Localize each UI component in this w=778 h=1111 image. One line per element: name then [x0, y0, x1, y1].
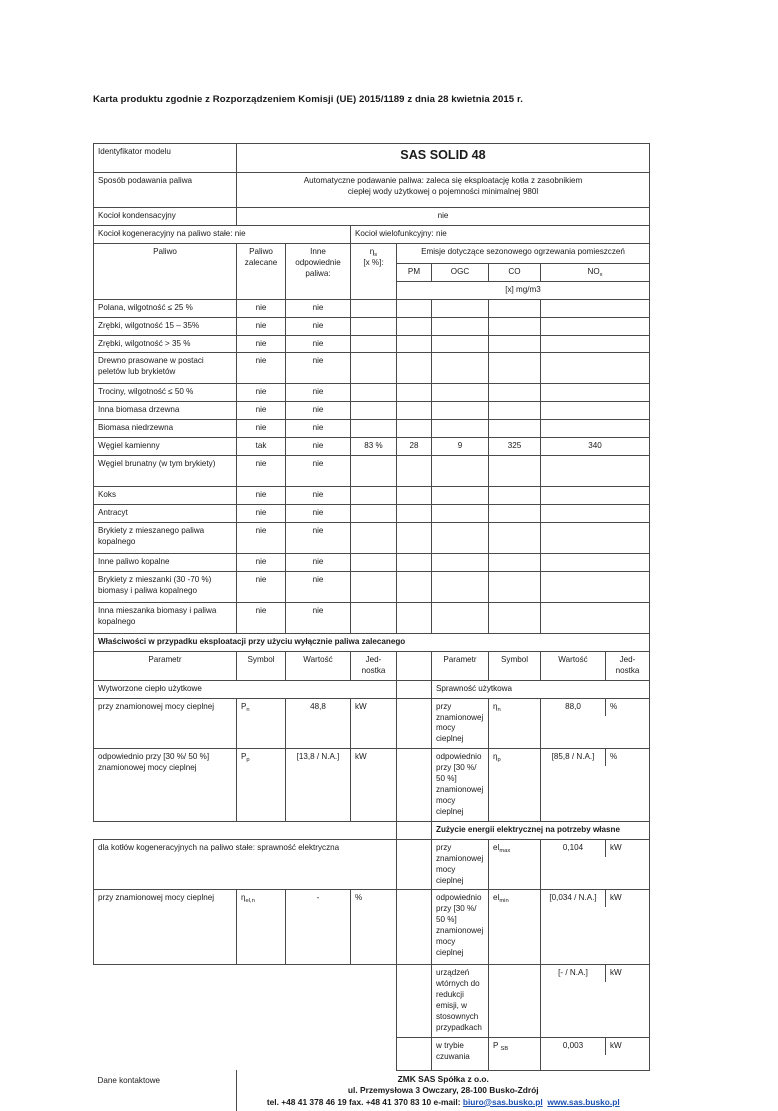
fuel-other-suitable: nie [286, 335, 351, 353]
right-value-partload: [85,8 / N.A.] [551, 752, 595, 762]
right-unit-secondary: kW [606, 965, 650, 982]
fuel-name: Zrębki, wilgotność > 35 % [94, 335, 237, 353]
spacer-cell-partload [397, 749, 432, 822]
fuel-pm [397, 505, 432, 523]
left-value-partload: [13,8 / N.A.] [286, 749, 351, 822]
fuel-table-row [94, 402, 650, 420]
fuel-other-suitable: nie [286, 299, 351, 317]
fuel-co [489, 553, 541, 571]
fuel-name: Inne paliwo kopalne [94, 553, 237, 571]
eta-unit: [x %]: [363, 257, 384, 267]
fuel-table-row [94, 317, 650, 335]
spacer-cell-nominal [397, 698, 432, 749]
fuel-ogc [432, 571, 489, 602]
right-value-unit-partload [541, 749, 650, 822]
fuel-ogc [432, 553, 489, 571]
fuel-recommended: nie [237, 353, 286, 384]
fuel-name: Koks [94, 487, 237, 505]
left-param-eleff: przy znamionowej mocy cieplnej [94, 890, 237, 965]
fuel-other-suitable: nie [286, 522, 351, 553]
fuel-ogc [432, 299, 489, 317]
right-value-unit-header [541, 651, 650, 680]
right-param-elmin: odpowiednio przy [30 %/ 50 %] znamionowej mocy cieplnej [432, 890, 489, 965]
fuel-recommended: nie [237, 402, 286, 420]
fuel-recommended: nie [237, 456, 286, 487]
fuel-recommended: nie [237, 553, 286, 571]
left-symbol-nominal: $P_n$ [237, 698, 286, 749]
fuel-table-row [94, 438, 650, 456]
fuel-nox [541, 299, 650, 317]
right-group-1-label: Sprawność użytkowa [432, 680, 650, 698]
fuel-ogc [432, 487, 489, 505]
fuel-other-suitable: nie [286, 384, 351, 402]
fuel-other-suitable: nie [286, 420, 351, 438]
left-value-eleff: - [286, 890, 351, 965]
fuel-recommended: nie [237, 487, 286, 505]
fuel-pm [397, 353, 432, 384]
left-symbol-header: Symbol [237, 651, 286, 680]
left-unit-header [351, 651, 397, 680]
left-unit-header-line1: Jed- [365, 654, 382, 664]
fuel-nox [541, 335, 650, 353]
left-unit-partload: kW [351, 749, 397, 822]
right-value-secondary: [- / N.A.] [558, 968, 588, 978]
fuel-ogc [432, 384, 489, 402]
fuel-co [489, 317, 541, 335]
fuel-ogc [432, 602, 489, 633]
fuel-name: Polana, wilgotność ≤ 25 % [94, 299, 237, 317]
emissions-group-header: Emisje dotyczące sezonowego ogrzewania pomieszczeń [397, 243, 650, 263]
fuel-other-suitable: nie [286, 456, 351, 487]
right-unit-standby: kW [606, 1038, 650, 1055]
eta-col-header [351, 243, 397, 299]
left-param-nominal: przy znamionowej mocy cieplnej [94, 698, 237, 749]
recommended-fuel-col-header: Paliwo zalecane [237, 243, 286, 299]
fuel-name: Inna biomasa drzewna [94, 402, 237, 420]
fuel-eta [351, 602, 397, 633]
fuel-col-header: Paliwo [94, 243, 237, 299]
fuel-name: Trociny, wilgotność ≤ 50 % [94, 384, 237, 402]
other-fuel-col-header: Inne odpowiednie paliwa: [286, 243, 351, 299]
fuel-ogc [432, 317, 489, 335]
right-unit-header-line1: Jed- [619, 654, 636, 664]
row-cogeneration-multifunction [94, 225, 650, 243]
right-value-unit-elmax [541, 839, 650, 890]
fuel-name: Zrębki, wilgotność 15 – 35% [94, 317, 237, 335]
fuel-ogc [432, 420, 489, 438]
fuel-nox [541, 456, 650, 487]
fuel-eta [351, 571, 397, 602]
left-unit-eleff: % [351, 890, 397, 965]
fuel-table-row [94, 420, 650, 438]
fuel-other-suitable: nie [286, 402, 351, 420]
fuel-nox [541, 522, 650, 553]
fuel-name: Węgiel brunatny (w tym brykiety) [94, 456, 237, 487]
fuel-ogc [432, 505, 489, 523]
fuel-table-row [94, 571, 650, 602]
fuel-other-suitable: nie [286, 571, 351, 602]
row-model-identifier [94, 144, 650, 173]
nox-col-header: $NO_x$ [541, 263, 650, 281]
contact-address: ul. Przemysłowa 3 Owczary, 28-100 Busko-Zdrój [347, 1085, 539, 1096]
model-value: SAS SOLID 48 [237, 144, 650, 173]
spacer-cell-g1 [397, 680, 432, 698]
right-param-elmax: przy znamionowej mocy cieplnej [432, 839, 489, 890]
fuel-other-suitable: nie [286, 505, 351, 523]
properties-section-title: Właściwości w przypadku eksploatacji przy użyciu wyłącznie paliwa zalecanego [94, 633, 650, 651]
left-value-nominal: 48,8 [286, 698, 351, 749]
fuel-nox: 340 [541, 438, 650, 456]
right-value-header: Wartość [558, 654, 588, 664]
right-symbol-header: Symbol [489, 651, 541, 680]
fuel-other-suitable: nie [286, 438, 351, 456]
fuel-eta [351, 505, 397, 523]
multifunction-label: Kocioł wielofunkcyjny: nie [351, 225, 650, 243]
properties-section-title-row [94, 633, 650, 651]
feed-value [237, 173, 650, 208]
pm-col-header: PM [397, 263, 432, 281]
fuel-table-row [94, 299, 650, 317]
fuel-nox [541, 571, 650, 602]
fuel-table-row [94, 522, 650, 553]
fuel-ogc: 9 [432, 438, 489, 456]
fuel-header-row-1 [94, 243, 650, 263]
fuel-pm [397, 522, 432, 553]
left-empty-standby [94, 1037, 397, 1070]
fuel-table-row [94, 353, 650, 384]
product-fiche-table [93, 143, 650, 1111]
fuel-name: Inna mieszanka biomasy i paliwa kopalnego [94, 602, 237, 633]
fuel-eta [351, 456, 397, 487]
cogeneration-label: Kocioł kogeneracyjny na paliwo stałe: nie [94, 225, 351, 243]
feed-value-line1: Automatyczne podawanie paliwa: zaleca się eksploatację kotła z zasobnikiem [303, 176, 583, 185]
properties-header-row [94, 651, 650, 680]
cogen-note: dla kotłów kogeneracyjnych na paliwo stałe: sprawność elektryczna [94, 839, 397, 890]
fuel-ogc [432, 402, 489, 420]
spacer-cell-g2 [397, 821, 432, 839]
fuel-co [489, 402, 541, 420]
fuel-pm [397, 402, 432, 420]
model-label: Identyfikator modelu [94, 144, 237, 173]
right-symbol-standby: P $_{SB}$ [489, 1037, 541, 1070]
properties-row-secondary [94, 965, 650, 1038]
page-title: Karta produktu zgodnie z Rozporządzeniem Komisji (UE) 2015/1189 z dnia 28 kwietnia 2015 r. [93, 94, 523, 105]
fuel-co [489, 522, 541, 553]
left-unit-header-line2: nostka [361, 665, 386, 675]
fuel-pm [397, 317, 432, 335]
feed-value-line2: ciepłej wody użytkowej o pojemności minimalnej 980l [347, 186, 539, 196]
right-value-elmax: 0,104 [562, 842, 584, 852]
fuel-table-row [94, 553, 650, 571]
fuel-co [489, 335, 541, 353]
right-param-partload: odpowiednio przy [30 %/ 50 %] znamionowej mocy cieplnej [432, 749, 489, 822]
fuel-pm [397, 384, 432, 402]
contact-website-link[interactable]: www.sas.busko.pl [547, 1096, 620, 1107]
right-symbol-partload: $\eta_p$ [489, 749, 541, 822]
feed-label: Sposób podawania paliwa [94, 173, 237, 208]
fuel-nox [541, 402, 650, 420]
eta-symbol: $\eta_s$ [369, 246, 378, 258]
contact-label: Dane kontaktowe [94, 1070, 237, 1111]
fuel-eta [351, 553, 397, 571]
spacer-cell-elmax [397, 839, 432, 890]
fuel-co [489, 505, 541, 523]
fuel-eta [351, 487, 397, 505]
left-unit-nominal: kW [351, 698, 397, 749]
fuel-nox [541, 317, 650, 335]
fuel-name: Antracyt [94, 505, 237, 523]
fuel-recommended: nie [237, 571, 286, 602]
fuel-nox [541, 420, 650, 438]
fuel-eta [351, 353, 397, 384]
fuel-ogc [432, 335, 489, 353]
right-unit-header [606, 652, 650, 680]
fuel-co: 325 [489, 438, 541, 456]
fuel-recommended: nie [237, 299, 286, 317]
spacer-cell-secondary [397, 965, 432, 1038]
fuel-name: Brykiety z mieszanego paliwa kopalnego [94, 522, 237, 553]
fuel-pm [397, 553, 432, 571]
fuel-nox [541, 487, 650, 505]
row-fuel-feed [94, 173, 650, 208]
fuel-co [489, 420, 541, 438]
fuel-pm [397, 299, 432, 317]
fuel-table-row [94, 456, 650, 487]
fuel-table-row [94, 487, 650, 505]
fuel-nox [541, 602, 650, 633]
fuel-nox [541, 505, 650, 523]
right-group-2-label: Zużycie energii elektrycznej na potrzeby własne [432, 821, 650, 839]
right-value-unit-nominal [541, 698, 650, 749]
fuel-recommended: nie [237, 420, 286, 438]
fuel-eta [351, 335, 397, 353]
fuel-table-row [94, 384, 650, 402]
ogc-col-header: OGC [432, 263, 489, 281]
fuel-recommended: nie [237, 602, 286, 633]
fuel-name: Drewno prasowane w postaci peletów lub brykietów [94, 353, 237, 384]
row-contact [94, 1070, 650, 1111]
fuel-co [489, 487, 541, 505]
fuel-recommended: nie [237, 384, 286, 402]
fuel-eta [351, 402, 397, 420]
fuel-recommended: nie [237, 317, 286, 335]
left-empty-secondary [94, 965, 397, 1038]
left-empty-g2 [94, 821, 397, 839]
right-unit-header-line2: nostka [615, 665, 640, 675]
left-symbol-eleff: $\eta_{el,n}$ [237, 890, 286, 965]
condensing-label: Kocioł kondensacyjny [94, 208, 237, 226]
properties-row-nominal [94, 698, 650, 749]
fuel-co [489, 353, 541, 384]
properties-row-standby [94, 1037, 650, 1070]
fuel-other-suitable: nie [286, 317, 351, 335]
fuel-other-suitable: nie [286, 353, 351, 384]
fuel-table-row [94, 602, 650, 633]
fuel-eta: 83 % [351, 438, 397, 456]
fuel-recommended: nie [237, 522, 286, 553]
right-value-nominal: 88,0 [565, 701, 581, 711]
row-condensing [94, 208, 650, 226]
right-value-unit-standby [541, 1037, 650, 1070]
fuel-co [489, 602, 541, 633]
properties-row-elmin [94, 890, 650, 965]
fuel-nox [541, 384, 650, 402]
fuel-ogc [432, 353, 489, 384]
fuel-other-suitable: nie [286, 602, 351, 633]
fuel-pm [397, 335, 432, 353]
fuel-pm [397, 602, 432, 633]
contact-company: ZMK SAS Spółka z o.o. [397, 1073, 489, 1084]
fuel-pm: 28 [397, 438, 432, 456]
right-unit-nominal: % [606, 699, 650, 716]
left-parameter-header: Parametr [94, 651, 237, 680]
right-symbol-elmax: $el_{max}$ [489, 839, 541, 890]
fuel-recommended: tak [237, 438, 286, 456]
fuel-nox [541, 553, 650, 571]
right-symbol-secondary [489, 965, 541, 1038]
contact-block [237, 1070, 650, 1111]
condensing-value: nie [237, 208, 650, 226]
co-col-header: CO [489, 263, 541, 281]
right-param-secondary: urządzeń wtórnych do redukcji emisji, w stosownych przypadkach [432, 965, 489, 1038]
fuel-eta [351, 317, 397, 335]
right-param-standby: w trybie czuwania [432, 1037, 489, 1070]
fuel-co [489, 299, 541, 317]
right-parameter-header: Parametr [432, 651, 489, 680]
right-unit-elmin: kW [606, 890, 650, 907]
fuel-pm [397, 571, 432, 602]
contact-email-link[interactable]: biuro@sas.busko.pl [462, 1096, 543, 1107]
fuel-name: Brykiety z mieszanki (30 -70 %) biomasy i paliwa kopalnego [94, 571, 237, 602]
contact-phone-fax: tel. +48 41 378 46 19 fax. +48 41 370 83 10 e-mail: [266, 1096, 463, 1107]
fuel-ogc [432, 522, 489, 553]
left-group-1-label: Wytworzone ciepło użytkowe [94, 680, 397, 698]
right-unit-partload: % [606, 749, 650, 766]
fuel-table-row [94, 335, 650, 353]
fuel-other-suitable: nie [286, 553, 351, 571]
fuel-pm [397, 456, 432, 487]
fuel-recommended: nie [237, 505, 286, 523]
spacer-cell-standby [397, 1037, 432, 1070]
fuel-co [489, 384, 541, 402]
properties-row-partload [94, 749, 650, 822]
spacer-column-header [397, 651, 432, 680]
fuel-co [489, 571, 541, 602]
right-value-standby: 0,003 [562, 1040, 584, 1050]
fuel-eta [351, 384, 397, 402]
right-symbol-nominal: $\eta_n$ [489, 698, 541, 749]
spacer-cell-elmin [397, 890, 432, 965]
properties-group-row-2 [94, 821, 650, 839]
left-value-header: Wartość [286, 651, 351, 680]
fuel-name: Biomasa niedrzewna [94, 420, 237, 438]
emissions-unit-header: [x] mg/m3 [397, 281, 650, 299]
fuel-recommended: nie [237, 335, 286, 353]
fuel-nox [541, 353, 650, 384]
properties-row-cogen-note [94, 839, 650, 890]
right-value-unit-elmin [541, 890, 650, 965]
right-value-unit-secondary [541, 965, 650, 1038]
fuel-eta [351, 420, 397, 438]
fuel-other-suitable: nie [286, 487, 351, 505]
fuel-table-row [94, 505, 650, 523]
fuel-eta [351, 522, 397, 553]
right-param-nominal: przy znamionowej mocy cieplnej [432, 698, 489, 749]
right-value-elmin: [0,034 / N.A.] [549, 893, 597, 903]
contact-line-3 [241, 1097, 646, 1108]
fuel-ogc [432, 456, 489, 487]
fuel-co [489, 456, 541, 487]
left-param-partload: odpowiednio przy [30 %/ 50 %] znamionowej mocy cieplnej [94, 749, 237, 822]
properties-group-row-1 [94, 680, 650, 698]
fuel-pm [397, 420, 432, 438]
right-unit-elmax: kW [606, 840, 650, 857]
left-symbol-partload: $P_p$ [237, 749, 286, 822]
fuel-eta [351, 299, 397, 317]
fuel-name: Węgiel kamienny [94, 438, 237, 456]
right-symbol-elmin: $el_{min}$ [489, 890, 541, 965]
fuel-pm [397, 487, 432, 505]
